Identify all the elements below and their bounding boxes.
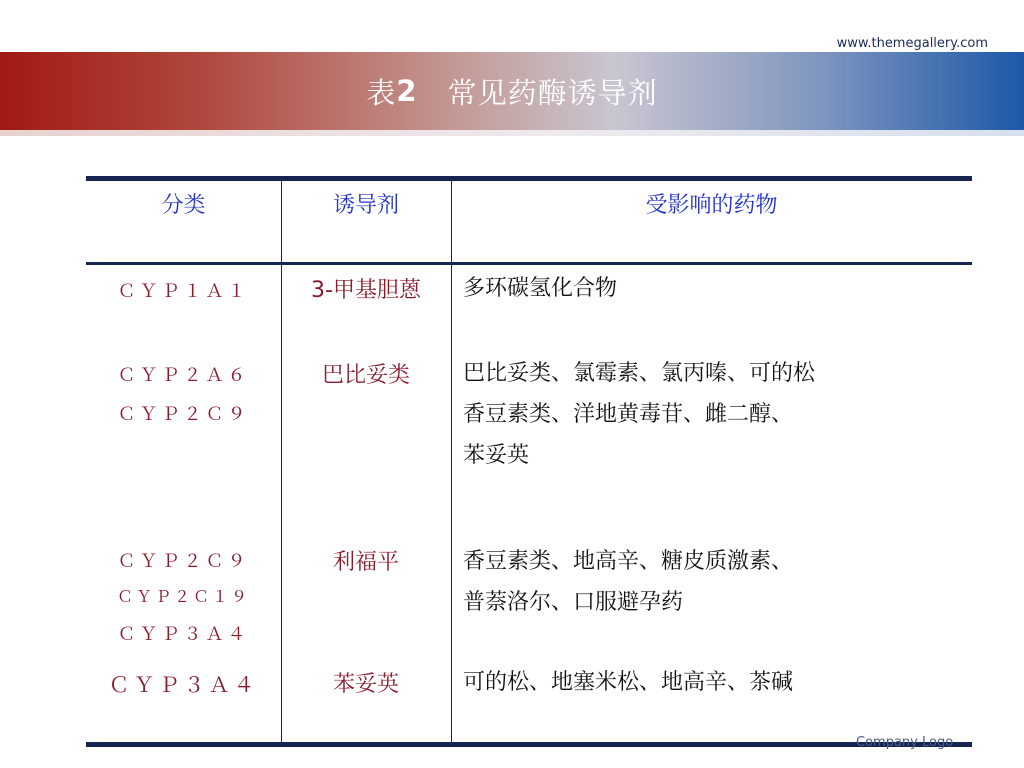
row2-inducer: 巴比妥类 bbox=[321, 363, 410, 388]
row2-drug-1: 巴比妥类、氯霉素、氯丙嗪、可的松 bbox=[463, 361, 816, 386]
column-divider-1 bbox=[281, 181, 282, 742]
company-logo: Company Logo bbox=[856, 735, 954, 750]
row3-inducer: 利福平 bbox=[332, 550, 399, 575]
slide-title bbox=[0, 52, 1024, 130]
row1-inducer-name: 甲基胆蒽 bbox=[332, 278, 421, 303]
row3-category-3: ＣＹＰ３Ａ４ bbox=[117, 624, 250, 645]
table-bottom-rule bbox=[86, 742, 972, 747]
column-divider-2 bbox=[451, 181, 452, 742]
title-text: 常见药酶诱导剂 bbox=[447, 75, 658, 110]
row3-drug-2: 普萘洛尔、口服避孕药 bbox=[463, 590, 684, 615]
table-header-rule bbox=[86, 262, 972, 265]
column-header-affected-drugs: 受影响的药物 bbox=[645, 193, 778, 218]
row1-category-1: ＣＹＰ１Ａ１ bbox=[117, 281, 250, 302]
row1-inducer bbox=[281, 273, 451, 304]
site-url: www.themegallery.com bbox=[836, 36, 988, 51]
table-top-rule bbox=[86, 176, 972, 181]
row3-category-2: ＣＹＰ２Ｃ１９ bbox=[116, 587, 250, 606]
row3-drug-1: 香豆素类、地高辛、糖皮质激素、 bbox=[463, 549, 794, 574]
title-band-shadow bbox=[0, 130, 1024, 136]
row4-category-1: ＣＹＰ３Ａ４ bbox=[108, 673, 259, 697]
row3-category-1: ＣＹＰ２Ｃ９ bbox=[117, 551, 250, 572]
row4-inducer: 苯妥英 bbox=[332, 672, 399, 697]
row2-drug-3: 苯妥英 bbox=[463, 443, 530, 468]
row2-category-2: ＣＹＰ２Ｃ９ bbox=[117, 404, 250, 425]
row2-category-1: ＣＹＰ２Ａ６ bbox=[117, 365, 250, 386]
row2-drug-2: 香豆素类、洋地黄毒苷、雌二醇、 bbox=[463, 402, 794, 427]
column-header-inducer: 诱导剂 bbox=[332, 193, 399, 218]
title-prefix: 表 bbox=[366, 75, 397, 110]
row4-drug-1: 可的松、地塞米松、地高辛、茶碱 bbox=[463, 670, 794, 695]
row1-inducer-prefix: 3- bbox=[311, 278, 333, 303]
title-number: 2 bbox=[396, 74, 418, 108]
row1-drug-1: 多环碳氢化合物 bbox=[463, 276, 618, 301]
column-header-category: 分类 bbox=[161, 193, 206, 218]
